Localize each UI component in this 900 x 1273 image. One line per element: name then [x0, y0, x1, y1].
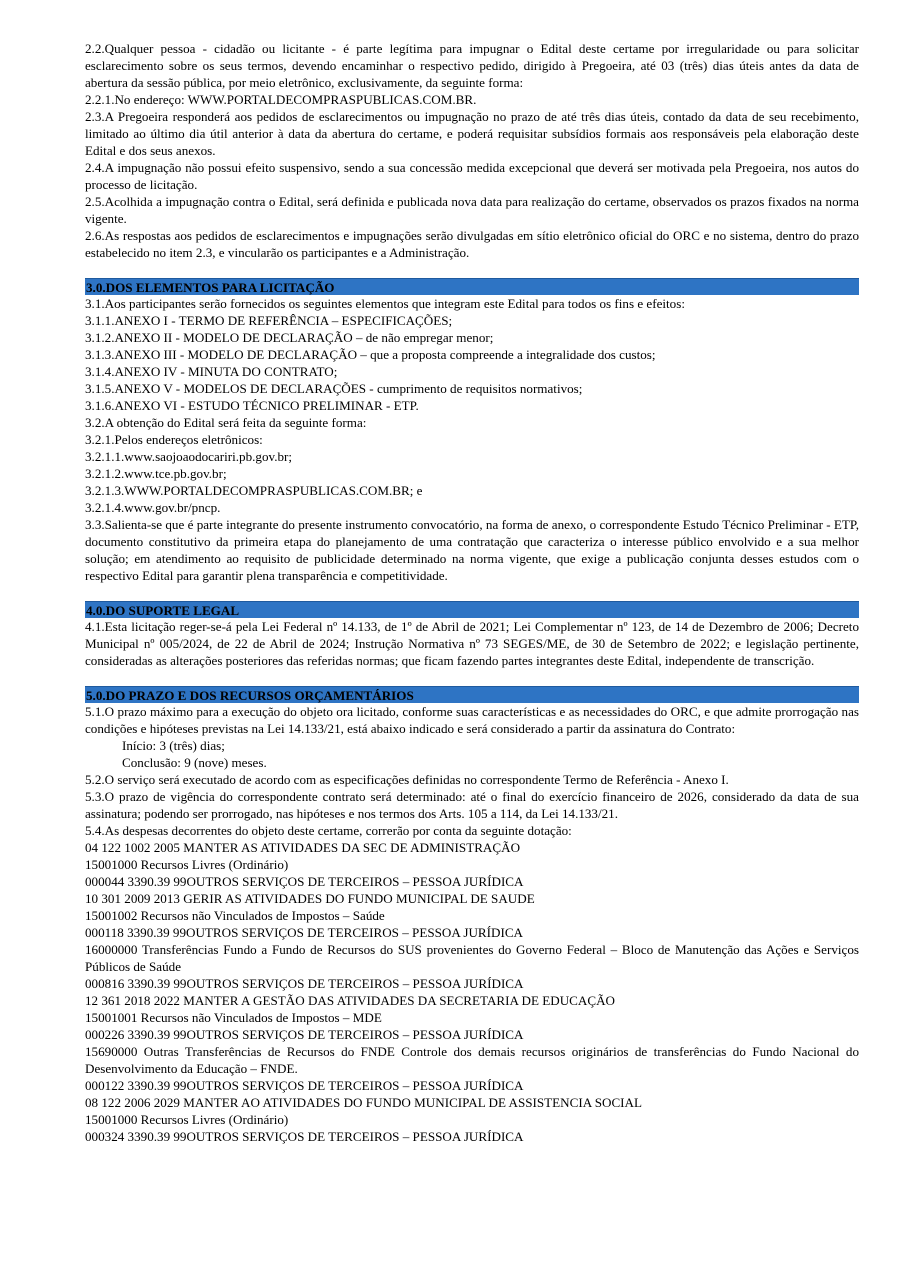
dotacao-line: 000226 3390.39 99OUTROS SERVIÇOS DE TERCEIROS – PESSOA JURÍDICA	[85, 1027, 524, 1042]
paragraph-2-4: 2.4.A impugnação não possui efeito suspensivo, sendo a sua concessão medida excepcional que deverá ser motivada pela Pregoeira, nos autos do processo de licitação.	[85, 160, 859, 192]
dotacao-line: 08 122 2006 2029 MANTER AO ATIVIDADES DO FUNDO MUNICIPAL DE ASSISTENCIA SOCIAL	[85, 1095, 642, 1110]
paragraph-2-5: 2.5.Acolhida a impugnação contra o Edital, será definida e publicada nova data para realização do certame, observados os prazos fixados na norma vigente.	[85, 194, 859, 226]
item-3-2-1-1: 3.2.1.1.www.saojoaodocariri.pb.gov.br;	[85, 449, 293, 464]
dotacao-line: 000118 3390.39 99OUTROS SERVIÇOS DE TERCEIROS – PESSOA JURÍDICA	[85, 925, 524, 940]
dotacao-line: 15001001 Recursos não Vinculados de Impostos – MDE	[85, 1010, 382, 1025]
term-start: Início: 3 (três) dias;	[122, 738, 225, 753]
section-4-heading: 4.0.DO SUPORTE LEGAL	[85, 601, 859, 618]
item-3-1-5: 3.1.5.ANEXO V - MODELOS DE DECLARAÇÕES - cumprimento de requisitos normativos;	[85, 381, 583, 396]
dotacao-line: 04 122 1002 2005 MANTER AS ATIVIDADES DA SEC DE ADMINISTRAÇÃO	[85, 840, 521, 855]
dotacao-line: 15001000 Recursos Livres (Ordinário)	[85, 1112, 289, 1127]
dotacao-line: 000044 3390.39 99OUTROS SERVIÇOS DE TERCEIROS – PESSOA JURÍDICA	[85, 874, 524, 889]
paragraph-4-1: 4.1.Esta licitação reger-se-á pela Lei Federal nº 14.133, de 1º de Abril de 2021; Lei Complementar nº 123, de 14 de Dezembro de 2006; Decreto Municipal nº 005/2024, de 22 de Abril de 2024; Instrução Normativa nº 73 SEGES/ME, de 30 de Setembro de 2022; e legislação pertinente, consideradas as alterações posteriores das referidas normas; que ficam fazendo partes integrantes deste Edital, independente de transcrição.	[85, 619, 859, 668]
paragraph-2-6: 2.6.As respostas aos pedidos de esclarecimentos e impugnações serão divulgadas em sítio eletrônico oficial do ORC e no sistema, dentro do prazo estabelecido no item 2.3, e vincularão os participantes e a Administração.	[85, 228, 859, 260]
item-3-2-1-2: 3.2.1.2.www.tce.pb.gov.br;	[85, 466, 227, 481]
item-3-1-4: 3.1.4.ANEXO IV - MINUTA DO CONTRATO;	[85, 364, 338, 379]
paragraph-5-1: 5.1.O prazo máximo para a execução do objeto ora licitado, conforme suas características e as necessidades do ORC, e que admite prorrogação nas condições e hipóteses previstas na Lei 14.133/21, está abaixo indicado e será considerado a partir da assinatura do Contrato:	[85, 704, 859, 736]
item-3-1-2: 3.1.2.ANEXO II - MODELO DE DECLARAÇÃO – de não empregar menor;	[85, 330, 494, 345]
dotacao-line: 15001002 Recursos não Vinculados de Impostos – Saúde	[85, 908, 385, 923]
item-3-2-1-4: 3.2.1.4.www.gov.br/pncp.	[85, 500, 221, 515]
paragraph-3-3: 3.3.Salienta-se que é parte integrante do presente instrumento convocatório, na forma de anexo, o correspondente Estudo Técnico Preliminar - ETP, documento constitutivo da primeira etapa do planejamento de uma contratação que caracteriza o interesse público envolvido e a sua melhor solução; em atendimento ao requisito de publicidade determinado na norma vigente, que exige a publicação conjunta desses estudos com o respectivo Edital para garantir plena transparência e competitividade.	[85, 517, 859, 583]
section-3-heading: 3.0.DOS ELEMENTOS PARA LICITAÇÃO	[85, 278, 859, 295]
dotacao-line: 000324 3390.39 99OUTROS SERVIÇOS DE TERCEIROS – PESSOA JURÍDICA	[85, 1129, 524, 1144]
paragraph-2-2: 2.2.Qualquer pessoa - cidadão ou licitante - é parte legítima para impugnar o Edital deste certame por irregularidade ou para solicitar esclarecimento sobre os seus termos, devendo encaminhar o respectivo pedido, dirigido à Pregoeira, até 03 (três) dias úteis antes da data de abertura da sessão pública, por meio eletrônico, exclusivamente, da seguinte forma:	[85, 41, 859, 90]
paragraph-5-3: 5.3.O prazo de vigência do correspondente contrato será determinado: até o final do exercício financeiro de 2026, considerado da data de sua assinatura; podendo ser prorrogado, nas hipóteses e nos termos dos Arts. 105 a 114, da Lei 14.133/21.	[85, 789, 859, 821]
paragraph-5-2: 5.2.O serviço será executado de acordo com as especificações definidas no correspondente Termo de Referência - Anexo I.	[85, 772, 729, 787]
dotacao-line: 10 301 2009 2013 GERIR AS ATIVIDADES DO FUNDO MUNICIPAL DE SAUDE	[85, 891, 535, 906]
dotacao-line: 12 361 2018 2022 MANTER A GESTÃO DAS ATIVIDADES DA SECRETARIA DE EDUCAÇÃO	[85, 993, 615, 1008]
term-conclusion: Conclusão: 9 (nove) meses.	[122, 755, 267, 770]
paragraph-5-4: 5.4.As despesas decorrentes do objeto deste certame, correrão por conta da seguinte dotação:	[85, 823, 572, 838]
section-5-heading: 5.0.DO PRAZO E DOS RECURSOS ORÇAMENTÁRIOS	[85, 686, 859, 703]
section-spacer	[85, 584, 859, 601]
document-page	[85, 40, 859, 1145]
dotacao-line: 15690000 Outras Transferências de Recursos do FNDE Controle dos demais recursos originários de transferências do Fundo Nacional do Desenvolvimento da Educação – FNDE.	[85, 1044, 859, 1076]
item-3-1: 3.1.Aos participantes serão fornecidos os seguintes elementos que integram este Edital para todos os fins e efeitos:	[85, 296, 685, 311]
item-3-1-6: 3.1.6.ANEXO VI - ESTUDO TÉCNICO PRELIMINAR - ETP.	[85, 398, 419, 413]
item-3-2-1-3: 3.2.1.3.WWW.PORTALDECOMPRASPUBLICAS.COM.BR; e	[85, 483, 423, 498]
paragraph-2-2-1: 2.2.1.No endereço: WWW.PORTALDECOMPRASPUBLICAS.COM.BR.	[85, 92, 477, 107]
dotacao-line: 15001000 Recursos Livres (Ordinário)	[85, 857, 289, 872]
item-3-1-3: 3.1.3.ANEXO III - MODELO DE DECLARAÇÃO – que a proposta compreende a integralidade dos custos;	[85, 347, 656, 362]
paragraph-2-3: 2.3.A Pregoeira responderá aos pedidos de esclarecimentos ou impugnação no prazo de até três dias úteis, contado da data de seu recebimento, limitado ao último dia útil anterior à data da abertura do certame, e poderá requisitar subsídios formais aos responsáveis pela elaboração deste Edital e dos seus anexos.	[85, 109, 859, 158]
section-spacer	[85, 261, 859, 278]
dotacao-line: 16000000 Transferências Fundo a Fundo de Recursos do SUS provenientes do Governo Federal – Bloco de Manutenção das Ações e Serviços Públicos de Saúde	[85, 942, 859, 974]
item-3-1-1: 3.1.1.ANEXO I - TERMO DE REFERÊNCIA – ESPECIFICAÇÕES;	[85, 313, 453, 328]
item-3-2-1: 3.2.1.Pelos endereços eletrônicos:	[85, 432, 263, 447]
item-3-2: 3.2.A obtenção do Edital será feita da seguinte forma:	[85, 415, 367, 430]
dotacao-line: 000122 3390.39 99OUTROS SERVIÇOS DE TERCEIROS – PESSOA JURÍDICA	[85, 1078, 524, 1093]
dotacao-line: 000816 3390.39 99OUTROS SERVIÇOS DE TERCEIROS – PESSOA JURÍDICA	[85, 976, 524, 991]
section-spacer	[85, 669, 859, 686]
